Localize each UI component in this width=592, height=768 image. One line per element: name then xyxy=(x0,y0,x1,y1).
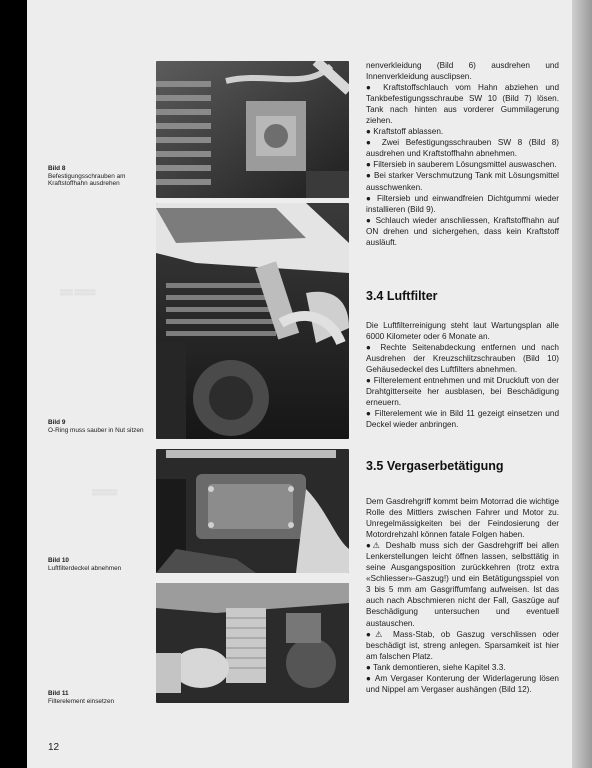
caption-text: O-Ring muss sauber in Nut sitzen xyxy=(48,426,144,434)
caption-title: Bild 11 xyxy=(48,690,69,697)
paragraph: ● Kraftstoffschlauch vom Hahn abziehen und Tankbefestigungsschraube SW 10 (Bild 7) lösen. Tank nach hinten aus vorderer Gummilagerung ziehen. xyxy=(366,83,559,126)
photo-filter-oring xyxy=(156,203,349,439)
photo-filter-element xyxy=(156,583,349,703)
caption-text: Befestigungsschrauben am Kraftstoffhahn ausdrehen xyxy=(48,172,126,188)
paragraph: ● Kraftstoff ablassen. xyxy=(366,127,444,137)
text-column-luftfilter xyxy=(366,320,559,430)
page-number: 12 xyxy=(48,742,60,753)
photo-airbox-cover xyxy=(156,449,349,573)
caption-text: Filterelement einsetzen xyxy=(48,697,115,705)
caption-bild-11 xyxy=(48,690,146,705)
paragraph: ● Zwei Befestigungsschrauben SW 8 (Bild 8) ausdrehen und Kraftstoffhahn abnehmen. xyxy=(366,138,559,159)
paragraph: ● Bei starker Verschmutzung Tank mit Lösungsmittel ausschwenken. xyxy=(366,171,559,192)
caption-title: Bild 10 xyxy=(48,557,69,564)
show-through-text: ▒▒▒▒▒▒ xyxy=(92,490,118,496)
section-heading-3-4: 3.4 Luftfilter xyxy=(366,289,438,303)
caption-bild-9 xyxy=(48,419,146,434)
paragraph: ● Schlauch wieder anschliessen, Kraftstoffhahn auf ON drehen und sichergehen, dass kein Kraftstoff ausläuft. xyxy=(366,215,559,247)
paragraph: ● Filtersieb und einwandfreien Dichtgummi wieder installieren (Bild 9). xyxy=(366,193,559,214)
show-through-text: ▒▒▒ ▒▒▒▒▒ xyxy=(60,290,96,296)
paragraph: nenverkleidung (Bild 6) ausdrehen und Innenverkleidung ausclipsen. xyxy=(366,61,559,82)
page-edge xyxy=(572,0,592,768)
paragraph: Die Luftfilterreinigung steht laut Wartungsplan alle 6000 Kilometer oder 6 Monate an. xyxy=(366,321,559,342)
caption-title: Bild 8 xyxy=(48,165,66,172)
paragraph: ●⚠ Deshalb muss sich der Gasdrehgriff bei allen Lenkerstellungen leicht öffnen lassen, selbsttätig in seine Ausgangsposition zurückkehren (trotz extra «Schliesser»-Gaszug!) und ein Betätigungsspiel von 3 bis 5 mm am Gasgriffumfang aufweisen. Ist das auch nach Abschmieren nicht der Fall, Gaszüge auf Beschädigung untersuchen und eventuell austauschen. xyxy=(366,541,559,628)
caption-title: Bild 9 xyxy=(48,419,66,426)
paragraph: ● Tank demontieren, siehe Kapitel 3.3. xyxy=(366,662,506,672)
caption-bild-8 xyxy=(48,165,146,188)
text-column-vergaser xyxy=(366,496,559,695)
paragraph: ● Filterelement entnehmen und mit Druckluft von der Drahtgitterseite her ausblasen, bei Beschädigung erneuern. xyxy=(366,376,559,408)
paragraph: ● Rechte Seitenabdeckung entfernen und nach Ausdrehen der Kreuzschlitzschrauben (Bild 10) Gehäusedeckel des Luftfilters abnehmen. xyxy=(366,343,559,375)
paragraph: ● Filterelement wie in Bild 11 gezeigt einsetzen und Deckel wieder anbringen. xyxy=(366,409,559,430)
caption-bild-10 xyxy=(48,557,146,572)
caption-text: Luftfilterdeckel abnehmen xyxy=(48,564,122,572)
text-column-top xyxy=(366,60,559,248)
photo-fuel-tap xyxy=(156,61,349,198)
section-heading-3-5: 3.5 Vergaserbetätigung xyxy=(366,459,504,473)
paragraph: ● Am Vergaser Konterung der Widerlagerung lösen und Nippel am Vergaser aushängen (Bild 12). xyxy=(366,673,559,694)
paragraph: ●⚠ Mass-Stab, ob Gaszug verschlissen oder beschädigt ist, streng anlegen. Sparsamkeit ist hier am falschen Platz. xyxy=(366,629,559,661)
paragraph: ● Filtersieb in sauberem Lösungsmittel auswaschen. xyxy=(366,160,557,170)
paragraph: Dem Gasdrehgriff kommt beim Motorrad die wichtige Rolle des Mittlers zwischen Fahrer und Motor zu. Unregelmässigkeiten bei der Feindosierung der Motordrehzahl können fatale Folgen haben. xyxy=(366,497,559,540)
